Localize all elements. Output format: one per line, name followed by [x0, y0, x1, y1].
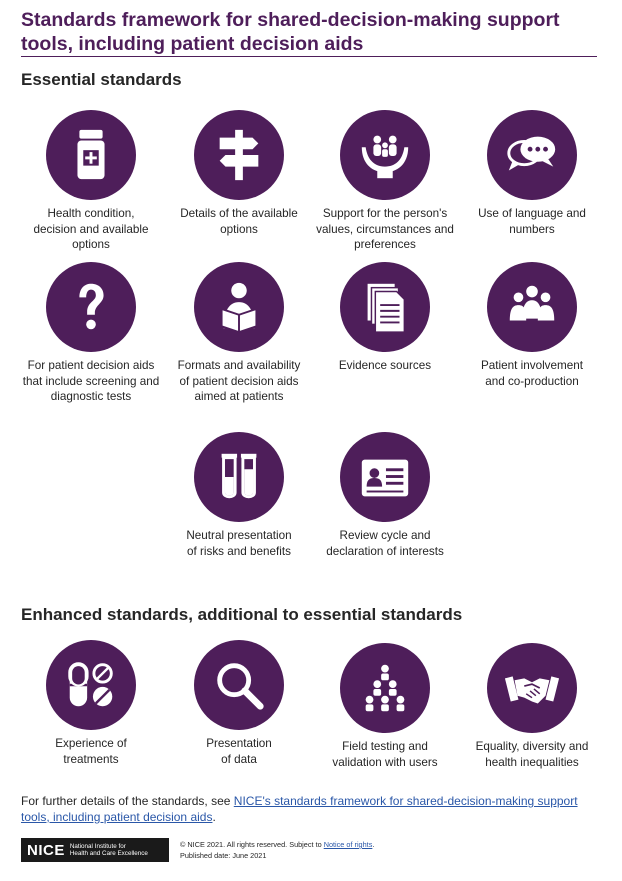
hands-family-icon: [340, 110, 430, 200]
standards-framework-link[interactable]: NICE's standards framework for shared-decision-making support tools, including patient decision aids: [21, 794, 578, 824]
pills-icon: [46, 640, 136, 730]
group-icon: [487, 262, 577, 352]
speech-bubbles-icon: [487, 110, 577, 200]
essential-item-review-cycle: [310, 432, 460, 559]
notice-of-rights-link[interactable]: Notice of rights: [323, 840, 373, 849]
question-mark-icon: [46, 262, 136, 352]
item-label: Equality, diversity and health inequalities: [475, 740, 589, 769]
essential-item-values-support: [310, 110, 460, 253]
essential-item-neutral-presentation: [164, 432, 314, 559]
essential-item-evidence-sources: [310, 262, 460, 374]
copyright-suffix: .: [372, 840, 375, 849]
item-label: Review cycle and declaration of interests: [326, 529, 444, 558]
item-label: For patient decision aids that include screening and diagnostic tests: [22, 359, 160, 403]
essential-item-patient-involvement: [457, 262, 607, 389]
copyright-block: [180, 839, 374, 861]
logo-line-2: Health and Care Excellence: [69, 850, 148, 857]
enhanced-item-presentation-data: [164, 640, 314, 767]
essential-item-health-condition: [16, 110, 166, 253]
test-tubes-icon: [194, 432, 284, 522]
logo-word: NICE: [27, 841, 65, 859]
page-title: Standards framework for shared-decision-making support tools, including patient decision aids: [21, 9, 560, 55]
handshake-icon: [487, 643, 577, 733]
id-card-icon: [340, 432, 430, 522]
enhanced-item-field-testing: [310, 643, 460, 770]
enhanced-item-experience-treatments: [16, 640, 166, 767]
nice-logo: [21, 838, 169, 862]
item-label: Patient involvement and co-production: [481, 359, 583, 388]
essential-item-language-numbers: [457, 110, 607, 237]
further-details: [21, 794, 606, 825]
item-label: Presentation of data: [206, 737, 272, 766]
essential-heading: Essential standards: [21, 70, 182, 89]
further-prefix: For further details of the standards, see: [21, 794, 234, 808]
published-date: Published date: June 2021: [180, 851, 267, 860]
title-divider: [21, 56, 597, 57]
people-pyramid-icon: [340, 643, 430, 733]
item-label: Experience of treatments: [55, 737, 127, 766]
enhanced-item-equality-diversity: [457, 643, 607, 770]
enhanced-heading: Enhanced standards, additional to essential standards: [21, 605, 463, 624]
documents-icon: [340, 262, 430, 352]
copyright-prefix: © NICE 2021. All rights reserved. Subject to: [180, 840, 324, 849]
logo-line-1: National Institute for: [69, 842, 126, 850]
item-label: Use of language and numbers: [478, 207, 586, 236]
magnifier-icon: [194, 640, 284, 730]
item-label: Health condition, decision and available options: [33, 207, 149, 251]
item-label: Evidence sources: [338, 359, 432, 372]
item-label: Formats and availability of patient decision aids aimed at patients: [177, 359, 301, 403]
item-label: Support for the person's values, circumstances and preferences: [316, 207, 454, 251]
medicine-bottle-icon: [46, 110, 136, 200]
logo-institute: [70, 843, 148, 858]
further-suffix: .: [212, 809, 216, 824]
item-label: Details of the available options: [180, 207, 298, 236]
item-label: Neutral presentation of risks and benefits: [186, 529, 292, 558]
essential-item-available-options: [164, 110, 314, 237]
essential-item-screening-tests: [16, 262, 166, 405]
person-reading-icon: [194, 262, 284, 352]
essential-item-formats-availability: [164, 262, 314, 405]
item-label: Field testing and validation with users: [332, 740, 438, 769]
signpost-icon: [194, 110, 284, 200]
